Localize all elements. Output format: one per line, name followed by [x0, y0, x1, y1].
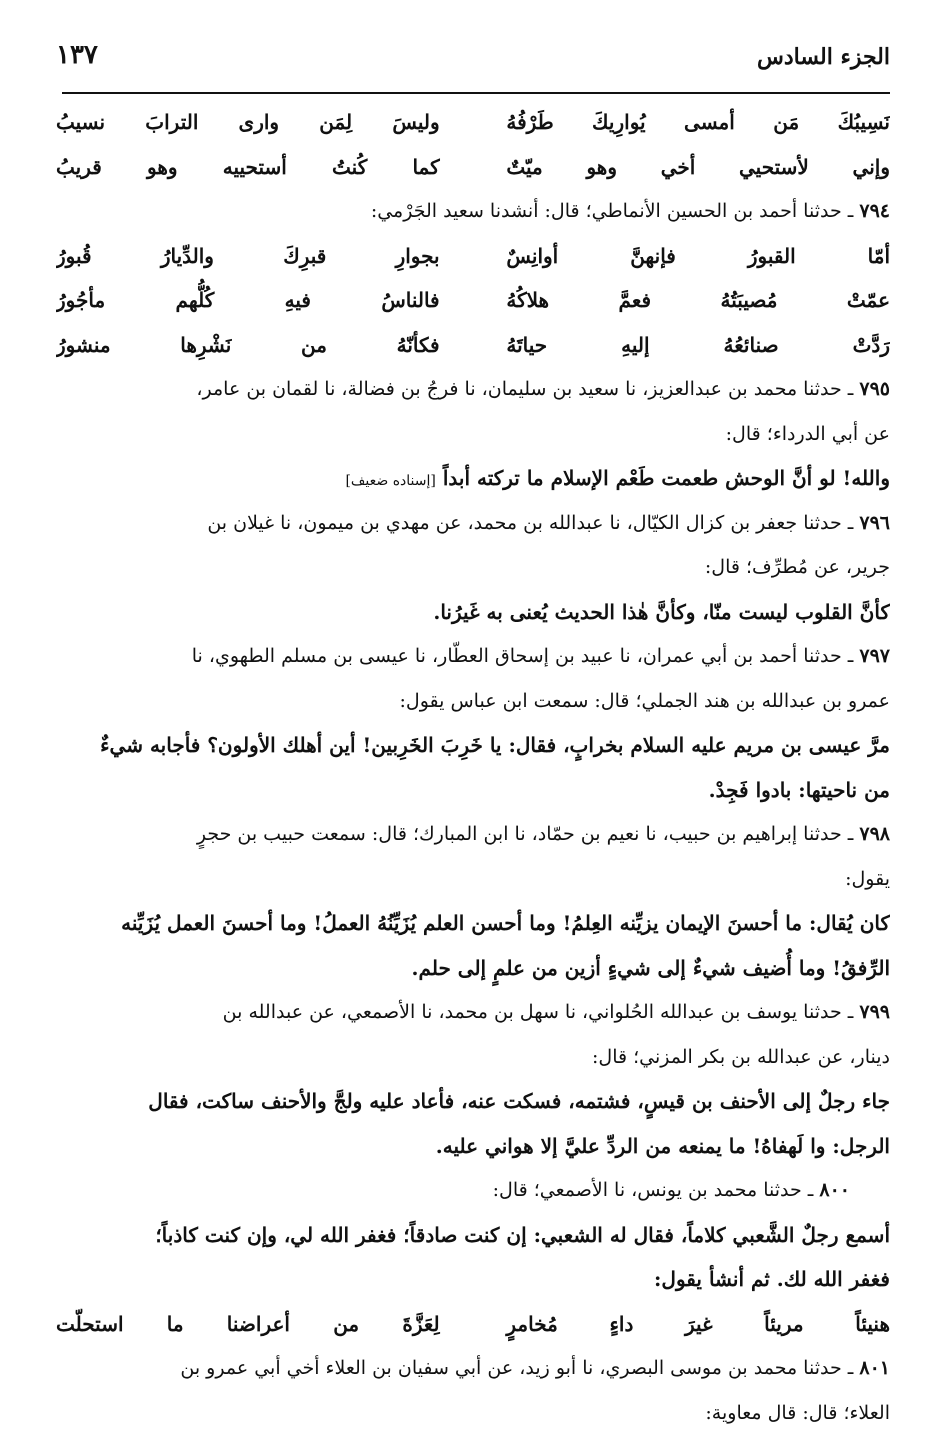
line-text: ـ حدثنا يوسف بن عبدالله الحُلواني، نا سهل بن محمد، نا الأصمعي، عن عبدالله بن	[223, 1001, 854, 1023]
narration-line	[56, 367, 890, 412]
narration-line	[56, 1391, 890, 1435]
quote-line	[56, 1079, 890, 1124]
header-rule	[62, 92, 890, 94]
verse-hemistich-first: هنيئاً مريئاً غيرَ داءٍ مُخامرٍ	[506, 1302, 890, 1347]
hadith-number: ٧٩٨	[859, 823, 890, 845]
page-number: ١٣٧	[56, 40, 98, 70]
verse-line	[56, 1302, 890, 1347]
narration-line	[56, 679, 890, 724]
section-title: الجزء السادس	[757, 44, 890, 70]
narration-line	[56, 501, 890, 546]
hadith-number: ٧٩٥	[859, 378, 890, 400]
verse-hemistich-second: فكأنّهُ من نَشْرِها منشورُ	[56, 323, 440, 368]
line-text: والله! لو أنَّ الوحش طعمت طَعْم الإسلام ما تركته أبداً	[443, 466, 890, 490]
line-text: مرَّ عيسى بن مريم عليه السلام بخرابٍ، فقال: يا خَرِبَ الخَرِبين! أين أهلك الأولون؟ فأجابه شيءٌ	[100, 733, 890, 757]
line-text: ـ حدثنا محمد بن موسى البصري، نا أبو زيد، عن أبي سفيان بن العلاء أخي أبي عمرو بن	[180, 1357, 853, 1379]
narration-line	[56, 412, 890, 457]
quote-line	[56, 456, 890, 501]
line-text: جاء رجلٌ إلى الأحنف بن قيسٍ، فشتمه، فسكت عنه، فأعاد عليه ولجَّ والأحنف ساكت، فقال	[148, 1089, 890, 1113]
line-text: ـ حدثنا أحمد بن أبي عمران، نا عبيد بن إسحاق العطّار، نا عيسى بن مسلم الطهوي، نا	[192, 645, 854, 667]
hadith-number: ٧٩٧	[859, 645, 890, 667]
verse-line	[56, 278, 890, 323]
line-text: يقول:	[845, 868, 890, 890]
hadith-number: ٧٩٩	[859, 1001, 890, 1023]
hadith-number: ٨٠١	[859, 1357, 890, 1379]
line-text: كأنَّ القلوب ليست منّا، وكأنَّ هٰذا الحديث يُعنى به غَيرُنا.	[433, 600, 890, 624]
verse-hemistich-second: وليسَ لِمَن وارى الترابَ نسيبُ	[56, 100, 440, 145]
verse-hemistich-second: كما كُنتُ أستحييه وهو قريبُ	[56, 145, 440, 190]
line-text: ـ حدثنا إبراهيم بن حبيب، نا نعيم بن حمّاد، نا ابن المبارك؛ قال: سمعت حبيب بن حجرٍ	[197, 823, 853, 845]
line-text: ـ حدثنا جعفر بن كزال الكيّال، نا عبدالله بن محمد، عن مهدي بن ميمون، نا غيلان بن	[207, 512, 853, 534]
quote-line	[56, 1213, 890, 1258]
verse-line	[56, 100, 890, 145]
narration-line	[56, 1168, 890, 1213]
quote-line	[56, 1124, 890, 1169]
narration-line	[56, 857, 890, 902]
line-text: دينار، عن عبدالله بن بكر المزني؛ قال:	[592, 1046, 890, 1068]
narration-line	[56, 1035, 890, 1080]
line-text: الرجل: وا لَهفاهُ! ما يمنعه من الردِّ عليَّ إلا هواني عليه.	[436, 1134, 890, 1158]
quote-line	[56, 946, 890, 991]
line-text: العلاء؛ قال: قال معاوية:	[705, 1402, 890, 1424]
verse-line	[56, 145, 890, 190]
quote-line	[56, 901, 890, 946]
narration-line	[56, 990, 890, 1035]
hadith-number: ٧٩٤	[859, 200, 890, 222]
hadith-number: ٧٩٦	[859, 512, 890, 534]
line-text: كان يُقال: ما أحسنَ الإيمان يزيِّنه العِلمُ! وما أحسن العلم يُزَيِّنُهُ العملُ! وما أحسنَ العمل يُزَيِّنه	[121, 911, 890, 935]
line-text: الرِّفقُ! وما أُضيف شيءٌ إلى شيءٍ أزين من علمٍ إلى حلم.	[412, 956, 890, 980]
line-text: ـ حدثنا محمد بن عبدالعزيز، نا سعيد بن سليمان، نا فرجُ بن فضالة، نا لقمان بن عامر،	[196, 378, 853, 400]
narration-line	[56, 634, 890, 679]
quote-line	[56, 1257, 890, 1302]
verse-hemistich-second: فالناسُ فيهِ كُلُّهم مأجُورُ	[56, 278, 440, 323]
quote-line	[56, 590, 890, 635]
line-text: ـ حدثنا محمد بن يونس، نا الأصمعي؛ قال:	[493, 1179, 814, 1201]
isnad-note: [إسناده ضعيف]	[345, 473, 435, 489]
narration-line	[56, 545, 890, 590]
narration-line	[56, 812, 890, 857]
narration-line	[56, 1346, 890, 1391]
narration-line	[56, 189, 890, 234]
quote-line	[56, 768, 890, 813]
verse-hemistich-second: بجوارِ قبرِكَ والدِّيارُ قُبورُ	[56, 234, 440, 279]
line-text: عن أبي الدرداء؛ قال:	[726, 423, 890, 445]
quote-line	[56, 723, 890, 768]
page-header	[56, 36, 890, 86]
line-text: عمرو بن عبدالله بن هند الجملي؛ قال: سمعت ابن عباس يقول:	[400, 690, 890, 712]
line-text: ـ حدثنا أحمد بن الحسين الأنماطي؛ قال: أنشدنا سعيد الجَرْمي:	[371, 200, 854, 222]
verse-hemistich-first: عمّتْ مُصيبَتُهُ فعمَّ هلاكُهُ	[506, 278, 890, 323]
page-body	[56, 100, 890, 1435]
verse-hemistich-first: نَسِيبُكَ مَن أمسى يُوارِيكَ طَرْفُهُ	[506, 100, 890, 145]
verse-hemistich-first: وإني لأستحيي أخي وهو ميّتٌ	[506, 145, 890, 190]
hadith-number: ٨٠٠	[819, 1179, 850, 1201]
verse-line	[56, 234, 890, 279]
line-text: أسمع رجلٌ الشَّعبي كلاماً، فقال له الشعبي: إن كنت صادقاً؛ فغفر الله لي، وإن كنت كاذباً؛	[155, 1223, 890, 1247]
line-text: فغفر الله لك. ثم أنشأ يقول:	[654, 1267, 890, 1291]
verse-hemistich-first: أمّا القبورُ فإنهنَّ أوانِسٌ	[506, 234, 890, 279]
line-text: من ناحيتها: بادوا فَجِدْ.	[709, 778, 890, 802]
verse-line	[56, 323, 890, 368]
verse-hemistich-first: رَدَّتْ صنائعُهُ إليهِ حياتَهُ	[506, 323, 890, 368]
verse-hemistich-second: لِعَزَّةَ من أعراضنا ما استحلّت	[56, 1302, 440, 1347]
line-text: جرير، عن مُطرِّف؛ قال:	[705, 556, 890, 578]
